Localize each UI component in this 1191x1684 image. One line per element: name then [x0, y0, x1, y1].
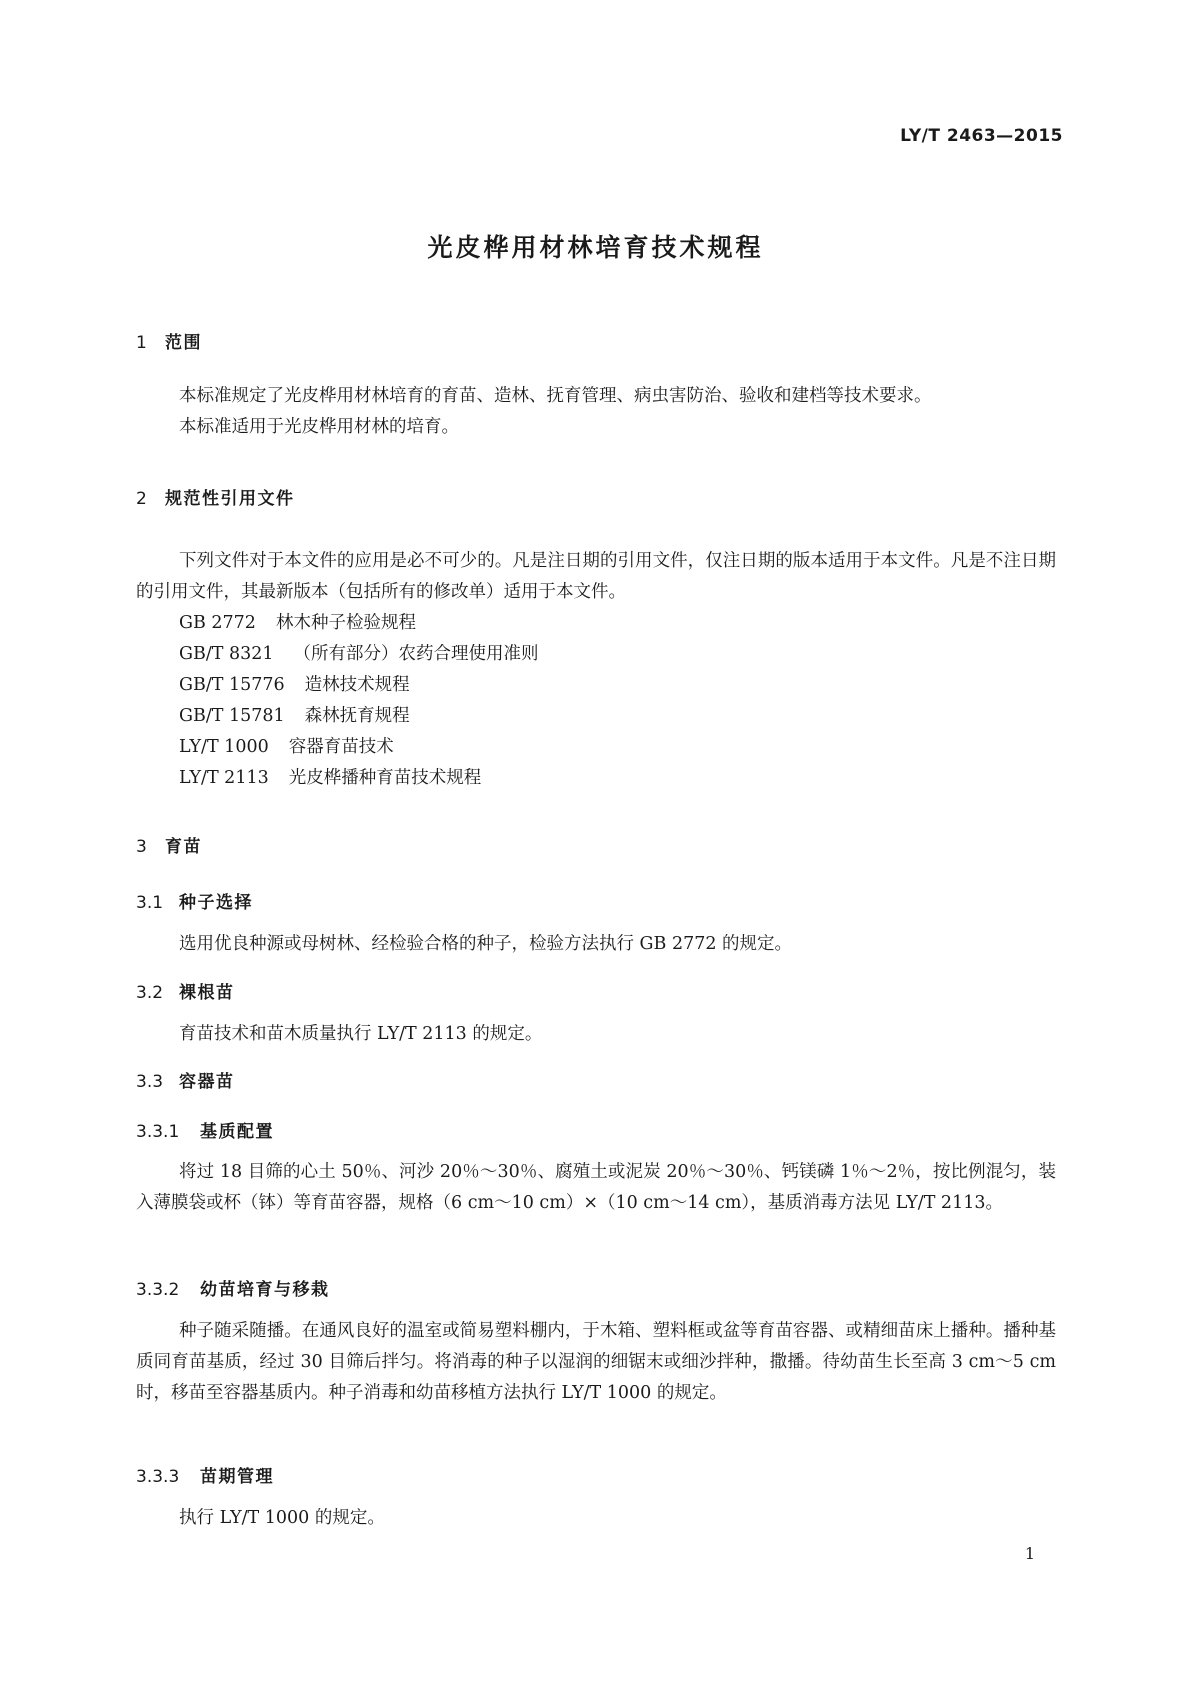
reference-item [179, 701, 539, 732]
reference-title: 森林抚育规程 [304, 706, 410, 726]
page-number: 1 [1024, 1544, 1035, 1563]
paragraph-scope-1: 本标准规定了光皮桦用材林培育的育苗、造林、抚育管理、病虫害防治、验收和建档等技术要求。 [179, 386, 932, 406]
reference-title: 林木种子检验规程 [275, 613, 416, 633]
section-heading-3-2: 3.2 裸根苗 [136, 983, 235, 1003]
section-heading-3: 3 育苗 [136, 837, 202, 857]
reference-title: （所有部分）农药合理使用准则 [293, 644, 539, 664]
reference-title: 光皮桦播种育苗技术规程 [288, 768, 482, 788]
document-title: 光皮桦用材林培育技术规程 [427, 233, 764, 262]
reference-code: GB/T 8321 [179, 644, 274, 664]
reference-item [179, 608, 539, 639]
reference-code: GB/T 15776 [179, 675, 285, 695]
paragraph-seedling-management: 执行 LY/T 1000 的规定。 [179, 1508, 385, 1528]
paragraph-substrate: 将过 18 目筛的心土 50％、河沙 20％～30％、腐殖土或泥炭 20％～30％、钙镁磷 1％～2％，按比例混匀，装入薄膜袋或杯（钵）等育苗容器，规格（6 cm～10 cm）×（10 cm～14 cm），基质消毒方法见 LY/T 2113。 [136, 1162, 1056, 1213]
reference-code: LY/T 2113 [179, 768, 269, 788]
reference-item [179, 670, 539, 701]
section-heading-1: 1 范围 [136, 333, 202, 353]
paragraph-seed-selection: 选用优良种源或母树林、经检验合格的种子，检验方法执行 GB 2772 的规定。 [179, 934, 793, 954]
reference-item [179, 732, 539, 763]
reference-item [179, 639, 539, 670]
reference-code: LY/T 1000 [179, 737, 269, 757]
section-heading-3-3-3: 3.3.3 苗期管理 [136, 1467, 274, 1487]
reference-title: 容器育苗技术 [288, 737, 394, 757]
paragraph-bare-root: 育苗技术和苗木质量执行 LY/T 2113 的规定。 [179, 1024, 543, 1044]
section-heading-3-3: 3.3 容器苗 [136, 1072, 235, 1092]
reference-item [179, 763, 539, 794]
paragraph-seedling-cultivation: 种子随采随播。在通风良好的温室或简易塑料棚内，于木箱、塑料框或盆等育苗容器、或精细苗床上播种。播种基质同育苗基质，经过 30 目筛后拌匀。将消毒的种子以湿润的细锯末或细沙拌种，撒播。待幼苗生长至高 3 cm～5 cm 时，移苗至容器基质内。种子消毒和幼苗移植方法执行 LY/T 1000 的规定。 [136, 1321, 1056, 1403]
standard-code: LY/T 2463—2015 [900, 126, 1063, 146]
reference-code: GB 2772 [179, 613, 256, 633]
section-heading-3-3-1: 3.3.1 基质配置 [136, 1122, 274, 1142]
section-heading-2: 2 规范性引用文件 [136, 489, 295, 509]
reference-title: 造林技术规程 [304, 675, 410, 695]
paragraph-references-intro: 下列文件对于本文件的应用是必不可少的。凡是注日期的引用文件，仅注日期的版本适用于本文件。凡是不注日期的引用文件，其最新版本（包括所有的修改单）适用于本文件。 [136, 551, 1056, 602]
paragraph-scope-2: 本标准适用于光皮桦用材林的培育。 [179, 417, 459, 437]
reference-code: GB/T 15781 [179, 706, 285, 726]
section-heading-3-3-2: 3.3.2 幼苗培育与移栽 [136, 1280, 330, 1300]
reference-list [179, 608, 539, 794]
section-heading-3-1: 3.1 种子选择 [136, 893, 253, 913]
